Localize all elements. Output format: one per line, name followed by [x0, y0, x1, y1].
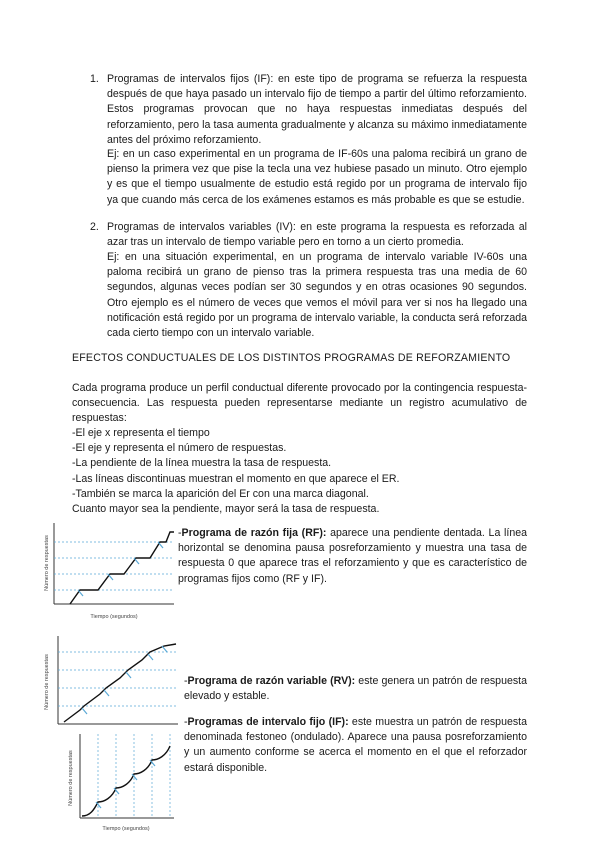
list-number-1: 1.	[90, 73, 99, 85]
section-heading: EFECTOS CONDUCTUALES DE LOS DISTINTOS PROGRAMAS DE REFORZAMIENTO	[72, 352, 511, 364]
rv-dash: -	[184, 675, 188, 687]
rv-y-label: Número de respuestas	[44, 654, 50, 710]
bullet-diagonal-mark: -También se marca la aparición del Er con una marca diagonal.	[72, 487, 369, 500]
rv-cumulative-record-figure	[40, 632, 180, 728]
if-cumulative-record-figure	[36, 730, 176, 834]
list-item-2-paragraph: Programas de intervalos variables (IV): en este programa la respuesta es reforzada al azar tras un intervalo de tiempo variable pero en torno a un cierto promedia.	[107, 221, 527, 249]
list-item-2-example: Ej: en una situación experimental, en un programa de intervalo variable IV-60s una paloma recibirá un grano de pienso tras la primera respuesta tras una media de 60 segundos, algunas veces podían ser 30 segundos y en otras ocasiones 90 segundos. Otro ejemplo es el número de veces que vemos el móvil para ver si nos ha llegado una notificación está regido por un programa de intervalo variable, la conducta será reforzada cada cierto tiempo con un intervalo variable.	[107, 251, 527, 340]
rf-title: Programa de razón fija (RF):	[181, 527, 327, 539]
rf-x-label: Tiempo (segundos)	[90, 614, 138, 620]
bullet-slope: -La pendiente de la línea muestra la tasa de respuesta.	[72, 457, 332, 470]
list-item-1-paragraph: Programas de intervalos fijos (IF): en este tipo de programa se refuerza la respuesta después de que haya pasado un intervalo fijo de tiempo a partir del último reforzamiento. Estos programas provocan que no haya respuestas inmediatas después del reforzamiento, pero la tasa aumenta gradualmente y alcanza su máximo inmediatamente antes del próximo reforzamiento.	[107, 73, 527, 146]
if-record-line	[82, 746, 170, 816]
bullet-x-axis: -El eje x representa el tiempo	[72, 427, 210, 439]
list-number-2: 2.	[90, 221, 99, 233]
intro-paragraph: Cada programa produce un perfil conductual diferente provocado por la contingencia respuesta-consecuencia. Las respuesta pueden representarse mediante un registro acumulativo de respuestas:	[72, 382, 527, 425]
rf-dash: -	[178, 527, 182, 539]
if-title: Programas de intervalo fijo (IF):	[187, 716, 349, 728]
rv-title: Programa de razón variable (RV):	[187, 675, 356, 687]
rf-description	[178, 526, 527, 587]
bullet-dashed-lines: -Las líneas discontinuas muestran el momento en que aparece el ER.	[72, 472, 400, 485]
rf-text: aparece una pendiente dentada. La línea horizontal se denomina pausa posreforzamiento y muestra una tasa de respuesta 0 que aparece tras el reforzamiento y que es característico de programas fijos como (RF y IF).	[178, 527, 527, 585]
if-dash: -	[184, 716, 188, 728]
rv-record-line	[64, 644, 176, 722]
rf-cumulative-record-figure	[40, 518, 176, 624]
if-text: este muestra un patrón de respuesta denominada festoneo (ondulado). Aparece una pausa posreforzamiento y un aumento conforme se acerca el momento en el que el reforzador estará disponible.	[184, 716, 527, 774]
rv-description	[184, 674, 527, 704]
rf-reinforcement-marks	[78, 542, 163, 596]
bullet-slope-rate: Cuanto mayor sea la pendiente, mayor será la tasa de respuesta.	[72, 503, 380, 516]
rf-y-label: Número de respuestas	[44, 535, 50, 591]
bullet-y-axis: -El eje y representa el número de respuestas.	[72, 442, 287, 455]
if-x-label: Tiempo (segundos)	[102, 826, 150, 832]
if-description	[184, 715, 527, 776]
rv-text: este genera un patrón de respuesta elevado y estable.	[184, 675, 527, 703]
if-y-label: Número de respuestas	[68, 750, 74, 806]
list-item-1-example: Ej: en un caso experimental en un programa de IF-60s una paloma recibirá un grano de pienso la primera vez que pise la tecla una vez hubiese pasado un minuto. Otro ejemplo y es que el tiempo usualmente de estudio está regido por un programa de intervalo fijo ya que cuando más cerca de los exámenes estamos es más probable es que se estudie.	[107, 148, 527, 206]
rv-reinforcement-marks	[82, 646, 167, 714]
